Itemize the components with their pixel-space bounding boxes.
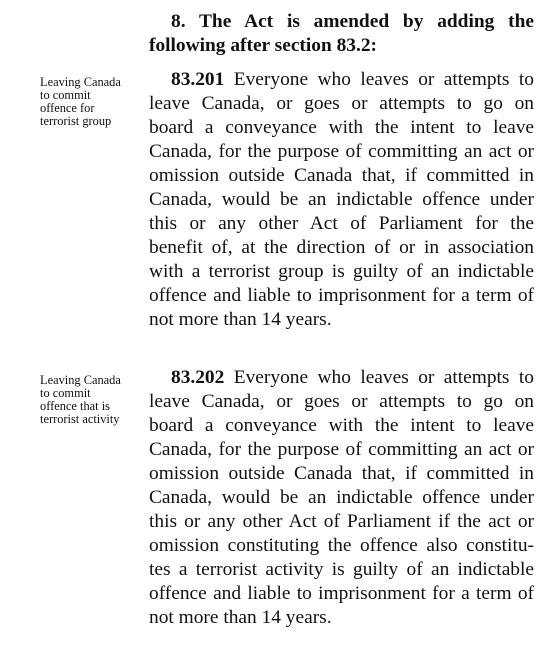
section-first-line (149, 68, 534, 92)
section-line: omission constituting the offence also constitu- (149, 535, 534, 556)
section-line: leave Canada, or goes or attempts to go on (149, 93, 534, 114)
section-line: leave Canada, or goes or attempts to go on (149, 391, 534, 412)
heading-line: following after section 83.2: (149, 35, 377, 56)
amendment-heading (149, 10, 534, 58)
section-line: board a conveyance with the intent to leave (149, 117, 534, 138)
margin-note-line: offence that is (40, 399, 110, 413)
section-line: this or any other Act of Parliament if the act or (149, 511, 534, 532)
margin-note-line: Leaving Canada (40, 75, 121, 89)
margin-note-line: terrorist activity (40, 412, 120, 426)
section-line: with a terrorist group is guilty of an indictable (149, 261, 534, 282)
section-83-201 (149, 68, 534, 332)
margin-note-line: to commit (40, 386, 91, 400)
margin-note-line: terrorist group (40, 114, 112, 128)
section-line: tes a terrorist activity is guilty of an indictable (149, 559, 534, 580)
margin-note-line: Leaving Canada (40, 373, 121, 387)
section-line: omission outside Canada that, if committed in (149, 165, 534, 186)
section-text: Everyone who leaves or attempts to (233, 69, 534, 90)
section-line: not more than 14 years. (149, 309, 332, 330)
margin-note-83-201 (40, 76, 142, 128)
section-line: Canada, for the purpose of committing an act or (149, 439, 534, 460)
margin-note-line: offence for (40, 101, 95, 115)
section-number: 83.201 (171, 69, 225, 90)
section-line: benefit of, at the direction of or in association (149, 237, 534, 258)
section-first-line (149, 366, 534, 390)
section-line: omission outside Canada that, if committed in (149, 463, 534, 484)
section-line: this or any other Act of Parliament for the (149, 213, 534, 234)
section-line: Canada, would be an indictable offence under (149, 487, 534, 508)
section-line: offence and liable to imprisonment for a term of (149, 583, 534, 604)
section-83-202 (149, 366, 534, 630)
section-line: Canada, would be an indictable offence under (149, 189, 534, 210)
section-line: not more than 14 years. (149, 607, 332, 628)
section-line: board a conveyance with the intent to leave (149, 415, 534, 436)
section-line: Canada, for the purpose of committing an act or (149, 141, 534, 162)
section-line: offence and liable to imprisonment for a term of (149, 285, 534, 306)
heading-line: 8. The Act is amended by adding the (171, 11, 534, 32)
section-text: Everyone who leaves or attempts to (233, 367, 534, 388)
margin-note-83-202 (40, 374, 142, 426)
section-number: 83.202 (171, 367, 225, 388)
margin-note-line: to commit (40, 88, 91, 102)
